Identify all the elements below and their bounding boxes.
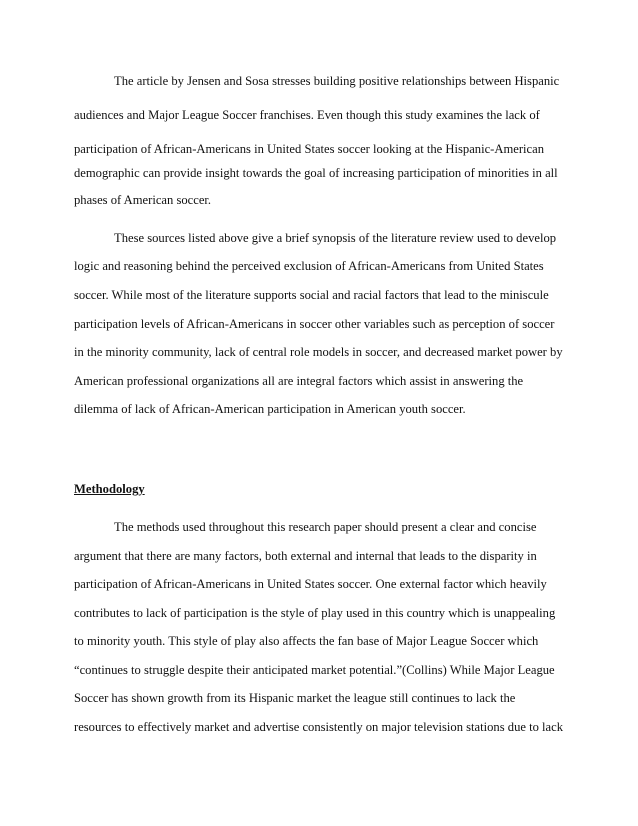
paragraph-2-line-2: logic and reasoning behind the perceived exclusion of African-Americans from United States <box>74 259 544 273</box>
paragraph-3-line-1: The methods used throughout this research paper should present a clear and concise <box>114 520 537 534</box>
section-heading: Methodology <box>74 482 145 496</box>
paragraph-3-line-6: “continues to struggle despite their anticipated market potential.”(Collins) While Major League <box>74 663 555 677</box>
paragraph-1-line-5: phases of American soccer. <box>74 193 212 207</box>
paragraph-3-line-5: to minority youth. This style of play also affects the fan base of Major League Soccer which <box>74 634 539 648</box>
paragraph-1-line-2: audiences and Major League Soccer franchises. Even though this study examines the lack of <box>74 108 540 122</box>
paragraph-3-line-2: argument that there are many factors, both external and internal that leads to the disparity in <box>74 549 537 563</box>
paragraph-3-line-4: contributes to lack of participation is the style of play used in this country which is unappealing <box>74 606 556 620</box>
paragraph-3-line-3: participation of African-Americans in United States soccer. One external factor which heavily <box>74 577 547 591</box>
paragraph-2-line-5: in the minority community, lack of central role models in soccer, and decreased market power by <box>74 345 563 359</box>
paragraph-2-line-7: dilemma of lack of African-American participation in American youth soccer. <box>74 402 466 416</box>
paragraph-1-line-3: participation of African-Americans in United States soccer looking at the Hispanic-American <box>74 142 545 156</box>
paragraph-1-line-4: demographic can provide insight towards the goal of increasing participation of minorities in all <box>74 166 558 180</box>
paragraph-2-line-1: These sources listed above give a brief synopsis of the literature review used to develop <box>114 231 557 245</box>
paragraph-3-line-8: resources to effectively market and advertise consistently on major television stations due to lack <box>74 720 564 734</box>
paragraph-1-line-1: The article by Jensen and Sosa stresses building positive relationships between Hispanic <box>114 74 560 88</box>
paragraph-2-line-6: American professional organizations all are integral factors which assist in answering the <box>74 374 524 388</box>
paragraph-3-line-7: Soccer has shown growth from its Hispanic market the league still continues to lack the <box>74 691 516 705</box>
paragraph-2-line-3: soccer. While most of the literature supports social and racial factors that lead to the miniscule <box>74 288 549 302</box>
paragraph-2-line-4: participation levels of African-Americans in soccer other variables such as perception of soccer <box>74 317 555 331</box>
